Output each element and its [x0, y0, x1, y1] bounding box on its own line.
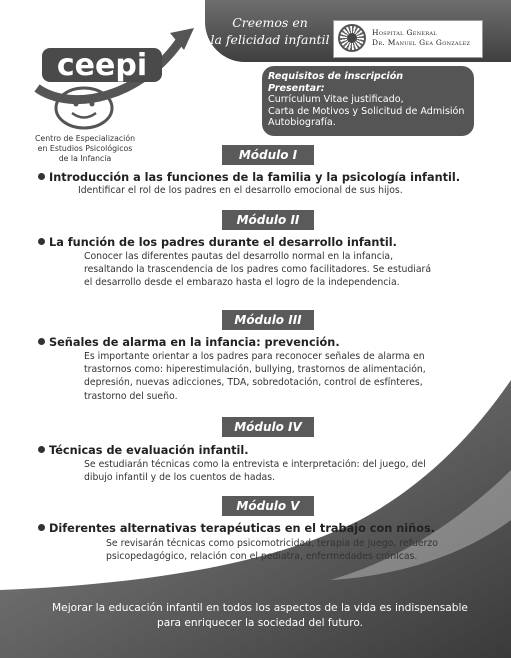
module-2-line: el desarrollo desde el embarazo hasta el logro de la independencia.: [84, 277, 400, 289]
module-3-line: Es importante orientar a los padres para reconocer señales de alarma en: [84, 351, 425, 362]
bullet-icon: [38, 446, 45, 453]
module-3-description: [84, 350, 426, 403]
requirement-item: Autobiografía.: [268, 117, 336, 128]
module-1-description: [78, 184, 403, 197]
logo-wordmark: ceepi: [56, 48, 148, 83]
module-1-tag: Módulo I: [222, 145, 314, 165]
module-2-title: [38, 236, 397, 250]
footer-line-1: Mejorar la educación infantil en todos los aspectos de la vida es indispensable: [52, 602, 468, 614]
module-4-line: Se estudiarán técnicas como la entrevista e interpretación: del juego, del: [84, 459, 426, 470]
requirement-item: Currículum Vitae justificado,: [268, 94, 404, 105]
module-5-tag: Módulo V: [222, 496, 314, 516]
slogan-line-2: la felicidad infantil: [210, 32, 330, 47]
bullet-icon: [38, 173, 45, 180]
module-3-title: [38, 336, 340, 350]
logo-subtitle-line-1: Centro de Especialización: [34, 134, 136, 143]
module-5-line: psicopedagógico, relación con el pediatra, enfermedades crónicas.: [106, 551, 418, 563]
hospital-badge: [333, 20, 483, 58]
module-3-line: depresión, nuevas adicciones, TDA, sobredotación, control de esfínteres,: [84, 377, 423, 389]
module-2-title-text: La función de los padres durante el desarrollo infantil.: [49, 236, 397, 249]
module-2-tag: Módulo II: [222, 210, 314, 230]
hospital-name-line-2: Dr. Manuel Gea Gonzalez: [372, 38, 471, 47]
bullet-icon: [38, 338, 45, 345]
slogan-line-1: Creemos en: [232, 15, 308, 30]
module-1-title: [38, 171, 460, 185]
hospital-seal-icon: [338, 24, 366, 52]
logo-subtitle: [30, 134, 140, 164]
module-5-line: Se revisarán técnicas como psicomotricidad, terapia de juego, refuerzo: [106, 538, 438, 549]
logo-subtitle-line-3: de la Infancia: [58, 154, 112, 163]
module-5-description: [106, 537, 438, 563]
module-2-line: Conocer las diferentes pautas del desarrollo normal en la infancia,: [84, 251, 394, 262]
module-3-line: trastorno del sueño.: [84, 390, 178, 402]
footer-line-2: para enriquecer la sociedad del futuro.: [156, 617, 364, 629]
module-5-title: [38, 522, 435, 536]
logo-subtitle-line-2: en Estudios Psicológicos: [37, 144, 133, 153]
module-2-line: resaltando la trascendencia de los padres como facilitadores. Se estudiará: [84, 264, 432, 276]
footer-message: [20, 601, 500, 631]
requirements-box: [262, 66, 474, 136]
module-3-line: trastornos como: hiperestimulación, bullying, trastornos de alimentación,: [84, 364, 426, 376]
hospital-name-line-1: Hospital General: [372, 28, 437, 37]
requirement-item: Carta de Motivos y Solicitud de Admisión: [268, 105, 465, 117]
module-1-line: Identificar el rol de los padres en el desarrollo emocional de sus hijos.: [78, 185, 403, 196]
module-4-title: [38, 444, 249, 458]
module-3-tag: Módulo III: [222, 310, 314, 330]
module-4-tag: Módulo IV: [222, 417, 314, 437]
module-4-title-text: Técnicas de evaluación infantil.: [49, 444, 249, 457]
module-3-title-text: Señales de alarma en la infancia: prevención.: [49, 336, 340, 349]
module-4-description: [84, 458, 426, 484]
bullet-icon: [38, 524, 45, 531]
ceepi-logo: [32, 28, 202, 138]
requirements-title: Requisitos de inscripción: [268, 71, 404, 82]
hospital-name: [372, 28, 470, 48]
module-5-title-text: Diferentes alternativas terapéuticas en el trabajo con niños.: [49, 522, 435, 535]
requirements-subtitle: Presentar:: [268, 82, 325, 94]
module-2-description: [84, 250, 431, 290]
module-4-line: dibujo infantil y de los cuentos de hadas.: [84, 472, 276, 484]
module-1-title-text: Introducción a las funciones de la familia y la psicología infantil.: [49, 171, 461, 184]
bullet-icon: [38, 238, 45, 245]
slogan: [206, 14, 334, 48]
